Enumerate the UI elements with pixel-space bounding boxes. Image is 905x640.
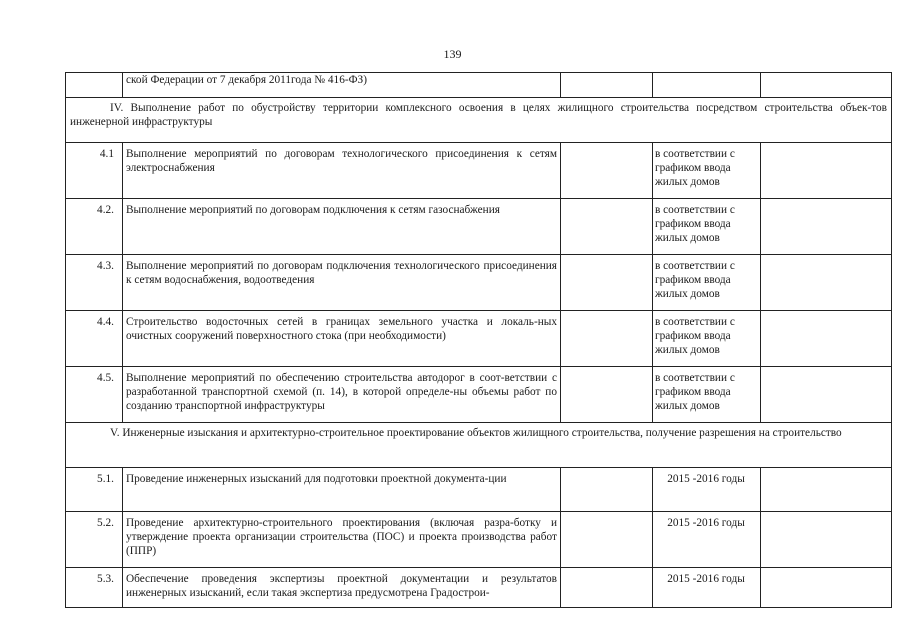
section-header-5 <box>66 423 892 468</box>
table-row <box>66 568 892 608</box>
cell-empty <box>561 199 653 255</box>
cell-num <box>66 73 123 98</box>
cell-desc: Проведение архитектурно-строительного проектирования (включая разра-ботку и утверждение проекта организации строительства (ПОС) и проекта производства работ (ППР) <box>123 512 561 568</box>
plan-table <box>65 72 892 608</box>
table-row <box>66 199 892 255</box>
page-number: 139 <box>443 47 462 61</box>
table-row <box>66 311 892 367</box>
cell-desc: ской Федерации от 7 декабря 2011года № 416-ФЗ) <box>123 73 561 98</box>
cell-num: 4.2. <box>66 199 123 255</box>
cell-empty <box>761 199 892 255</box>
cell-term: 2015 -2016 годы <box>653 568 761 608</box>
cell-empty <box>761 468 892 512</box>
cell-desc: Проведение инженерных изысканий для подготовки проектной документа-ции <box>123 468 561 512</box>
cell-desc: Выполнение мероприятий по обеспечению строительства автодорог в соот-ветствии с разработанной транспортной схемой (п. 14), в которой определе-ны объемы работ по созданию транспортной инфраструктуры <box>123 367 561 423</box>
cell-empty <box>561 367 653 423</box>
cell-empty <box>761 568 892 608</box>
cell-desc: Выполнение мероприятий по договорам технологического присоединения к сетям электроснабжения <box>123 143 561 199</box>
cell-empty <box>761 512 892 568</box>
cell-num: 4.4. <box>66 311 123 367</box>
cell-num: 5.2. <box>66 512 123 568</box>
cell-num: 4.3. <box>66 255 123 311</box>
cell-empty <box>561 568 653 608</box>
section-title-text: IV. Выполнение работ по обустройству территории комплексного освоения в целях жилищного строительства посредством строительства объек-тов инженерной инфраструктуры <box>70 102 887 128</box>
cell-empty <box>761 73 892 98</box>
cell-desc: Выполнение мероприятий по договорам подключения технологического присоединения к сетям водоснабжения, водоотведения <box>123 255 561 311</box>
cell-term: в соответствии с графиком ввода жилых домов <box>653 311 761 367</box>
table-row <box>66 143 892 199</box>
cell-empty <box>561 255 653 311</box>
section-title <box>66 98 892 143</box>
cell-empty <box>561 73 653 98</box>
cell-term: в соответствии с графиком ввода жилых домов <box>653 367 761 423</box>
cell-term: 2015 -2016 годы <box>653 512 761 568</box>
cell-empty <box>761 367 892 423</box>
cell-desc: Строительство водосточных сетей в границах земельного участка и локаль-ных очистных сооружений поверхностного стока (при необходимости) <box>123 311 561 367</box>
cell-desc: Выполнение мероприятий по договорам подключения к сетям газоснабжения <box>123 199 561 255</box>
cell-num: 5.3. <box>66 568 123 608</box>
cell-empty <box>561 468 653 512</box>
cell-term: в соответствии с графиком ввода жилых домов <box>653 143 761 199</box>
section-header-4 <box>66 98 892 143</box>
section-title-text: V. Инженерные изыскания и архитектурно-строительное проектирование объектов жилищного строительства, получение разрешения на строительство <box>110 427 842 439</box>
cell-term <box>653 73 761 98</box>
cell-desc: Обеспечение проведения экспертизы проектной документации и результатов инженерных изысканий, если такая экспертиза предусмотрена Градострои- <box>123 568 561 608</box>
cell-empty <box>761 311 892 367</box>
cell-empty <box>561 512 653 568</box>
cell-empty <box>761 143 892 199</box>
table-row <box>66 512 892 568</box>
cell-empty <box>561 143 653 199</box>
cell-empty <box>561 311 653 367</box>
cell-num: 4.5. <box>66 367 123 423</box>
cell-num: 5.1. <box>66 468 123 512</box>
table-row-continuation <box>66 73 892 98</box>
table-row <box>66 468 892 512</box>
cell-term: 2015 -2016 годы <box>653 468 761 512</box>
table-row <box>66 367 892 423</box>
section-title <box>66 423 892 468</box>
table-row <box>66 255 892 311</box>
cell-num: 4.1 <box>66 143 123 199</box>
cell-term: в соответствии с графиком ввода жилых домов <box>653 255 761 311</box>
cell-term: в соответствии с графиком ввода жилых домов <box>653 199 761 255</box>
cell-empty <box>761 255 892 311</box>
